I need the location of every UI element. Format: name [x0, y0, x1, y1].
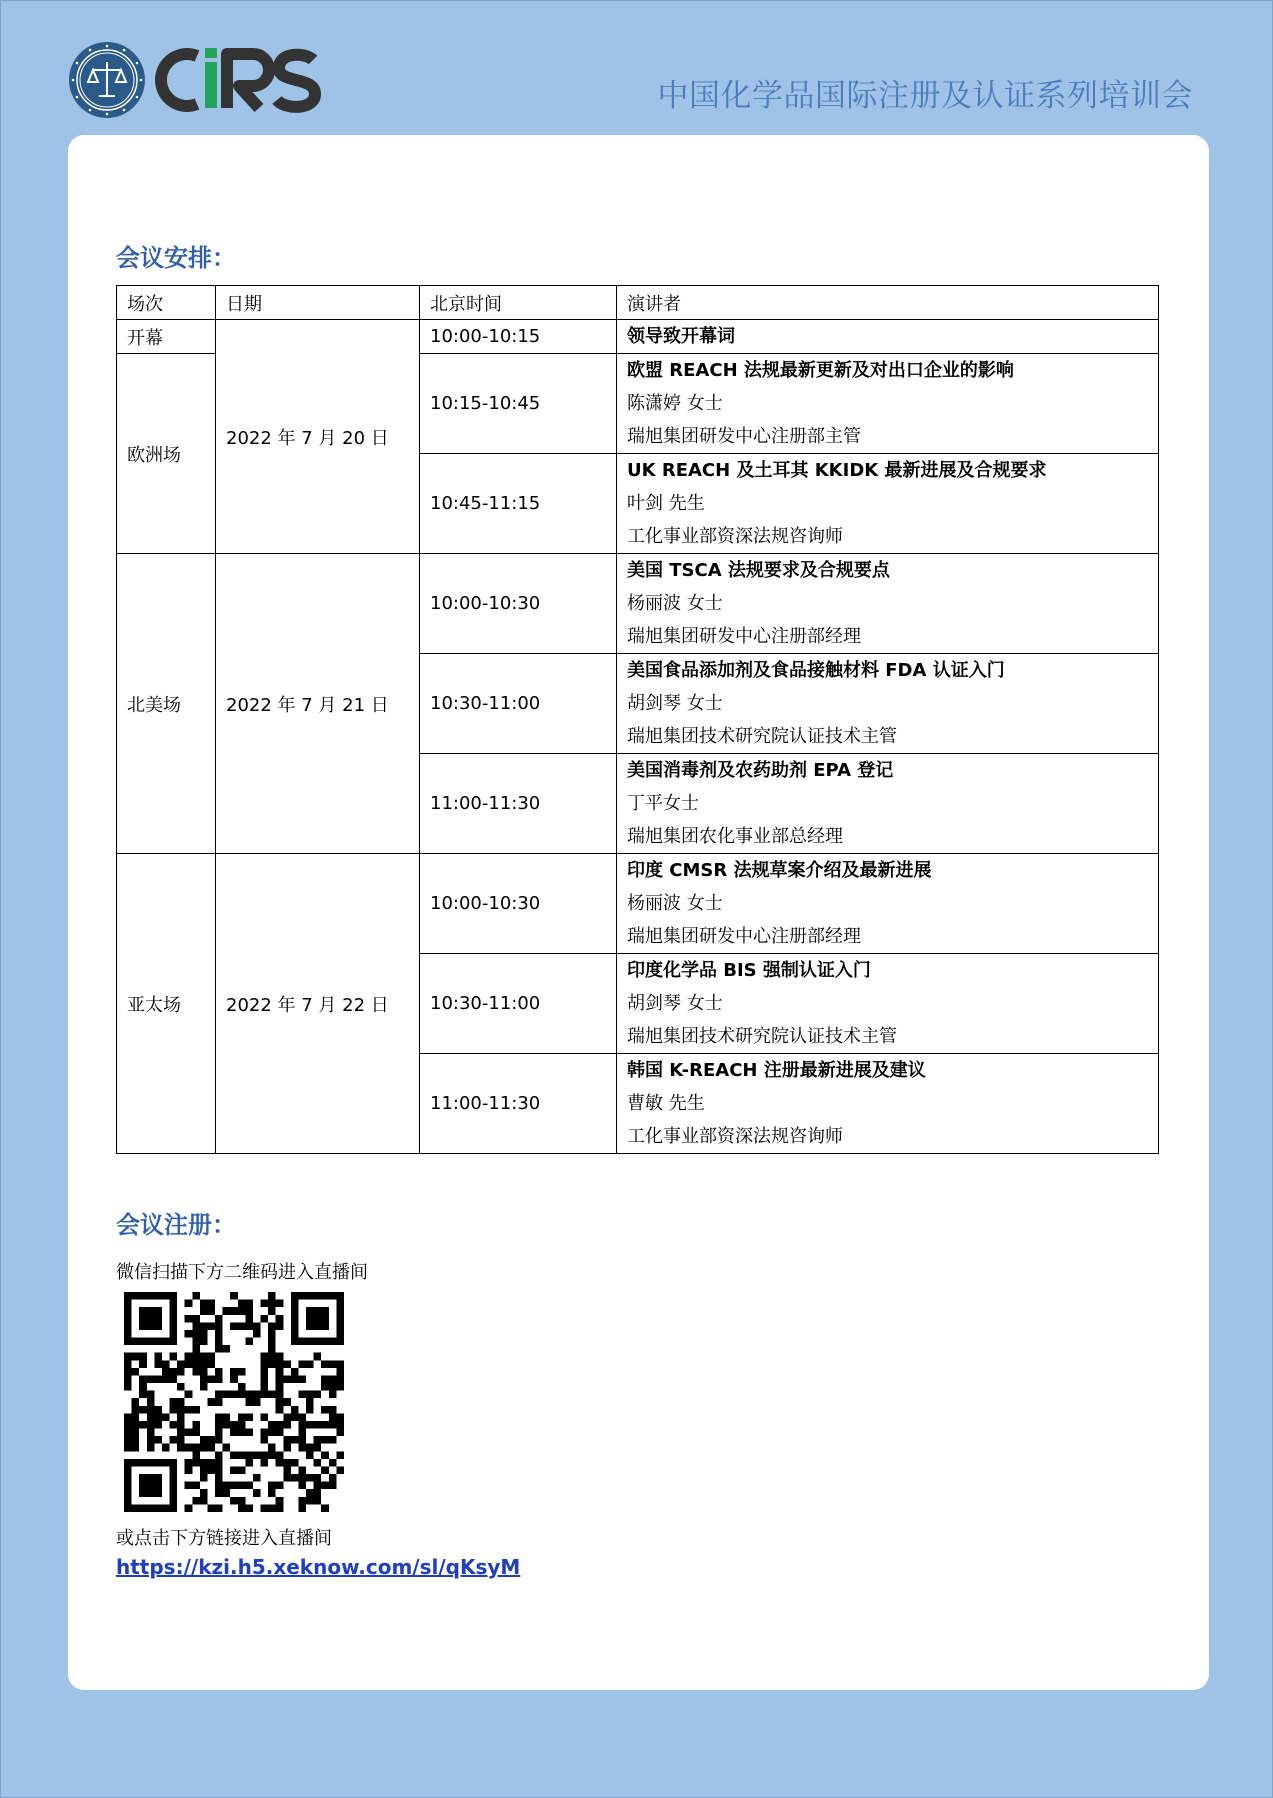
balance-scale-seal-icon	[67, 40, 147, 120]
talk-title: UK REACH 及土耳其 KKIDK 最新进展及合规要求	[627, 460, 1047, 481]
session-cell: 开幕	[117, 320, 216, 354]
table-row	[117, 554, 1159, 654]
table-row	[117, 854, 1159, 954]
talk-cell	[617, 754, 1159, 854]
time-cell: 10:30-11:00	[420, 954, 617, 1054]
time-cell: 10:00-10:30	[420, 854, 617, 954]
speaker-name: 胡剑琴 女士	[627, 693, 723, 714]
event-series-title: 中国化学品国际注册及认证系列培训会	[657, 78, 1193, 114]
link-instruction: 或点击下方链接进入直播间	[116, 1528, 332, 1549]
date-cell: 2022 年 7 月 22 日	[216, 854, 420, 1154]
date-cell: 2022 年 7 月 20 日	[216, 320, 420, 554]
talk-title: 韩国 K-REACH 注册最新进展及建议	[627, 1060, 926, 1081]
schedule-heading: 会议安排：	[116, 244, 236, 272]
speaker-name: 胡剑琴 女士	[627, 993, 723, 1014]
talk-title: 美国食品添加剂及食品接触材料 FDA 认证入门	[627, 660, 1005, 681]
cirs-logo	[67, 40, 357, 120]
speaker-name: 杨丽波 女士	[627, 593, 723, 614]
speaker-role: 工化事业部资深法规咨询师	[627, 1126, 843, 1147]
speaker-name: 杨丽波 女士	[627, 893, 723, 914]
talk-cell	[617, 320, 1159, 354]
column-header-speaker: 演讲者	[617, 286, 1159, 320]
time-cell: 10:30-11:00	[420, 654, 617, 754]
schedule-table	[116, 285, 1159, 1154]
registration-heading: 会议注册：	[116, 1211, 236, 1239]
speaker-name: 叶剑 先生	[627, 493, 705, 514]
talk-title: 印度 CMSR 法规草案介绍及最新进展	[627, 860, 932, 881]
date-cell: 2022 年 7 月 21 日	[216, 554, 420, 854]
session-cell: 欧洲场	[117, 354, 216, 554]
talk-cell	[617, 554, 1159, 654]
talk-title: 欧盟 REACH 法规最新更新及对出口企业的影响	[627, 360, 1014, 381]
table-row-opening	[117, 320, 1159, 354]
speaker-role: 工化事业部资深法规咨询师	[627, 526, 843, 547]
talk-cell	[617, 1054, 1159, 1154]
talk-cell	[617, 854, 1159, 954]
time-cell: 11:00-11:30	[420, 754, 617, 854]
talk-cell	[617, 654, 1159, 754]
qr-instruction: 微信扫描下方二维码进入直播间	[116, 1262, 368, 1283]
talk-cell	[617, 954, 1159, 1054]
time-cell: 10:00-10:15	[420, 320, 617, 354]
talk-title: 印度化学品 BIS 强制认证入门	[627, 960, 871, 981]
column-header-date: 日期	[216, 286, 420, 320]
speaker-role: 瑞旭集团研发中心注册部主管	[627, 426, 861, 447]
table-header-row	[117, 286, 1159, 320]
time-cell: 10:45-11:15	[420, 454, 617, 554]
column-header-session: 场次	[117, 286, 216, 320]
talk-cell	[617, 354, 1159, 454]
time-cell: 10:00-10:30	[420, 554, 617, 654]
time-cell: 11:00-11:30	[420, 1054, 617, 1154]
talk-title: 领导致开幕词	[627, 326, 735, 347]
session-cell: 北美场	[117, 554, 216, 854]
talk-title: 美国消毒剂及农药助剂 EPA 登记	[627, 760, 894, 781]
qr-code[interactable]	[124, 1292, 344, 1512]
speaker-role: 瑞旭集团研发中心注册部经理	[627, 626, 861, 647]
speaker-role: 瑞旭集团技术研究院认证技术主管	[627, 726, 897, 747]
time-cell: 10:15-10:45	[420, 354, 617, 454]
talk-cell	[617, 454, 1159, 554]
speaker-name: 陈潇婷 女士	[627, 393, 723, 414]
cirs-wordmark	[155, 40, 355, 120]
speaker-name: 曹敏 先生	[627, 1093, 705, 1114]
talk-title: 美国 TSCA 法规要求及合规要点	[627, 560, 890, 581]
speaker-name: 丁平女士	[627, 793, 699, 814]
livestream-link[interactable]: https://kzi.h5.xeknow.com/sl/qKsyM	[116, 1555, 521, 1579]
column-header-time: 北京时间	[420, 286, 617, 320]
speaker-role: 瑞旭集团农化事业部总经理	[627, 826, 843, 847]
speaker-role: 瑞旭集团研发中心注册部经理	[627, 926, 861, 947]
session-cell: 亚太场	[117, 854, 216, 1154]
speaker-role: 瑞旭集团技术研究院认证技术主管	[627, 1026, 897, 1047]
